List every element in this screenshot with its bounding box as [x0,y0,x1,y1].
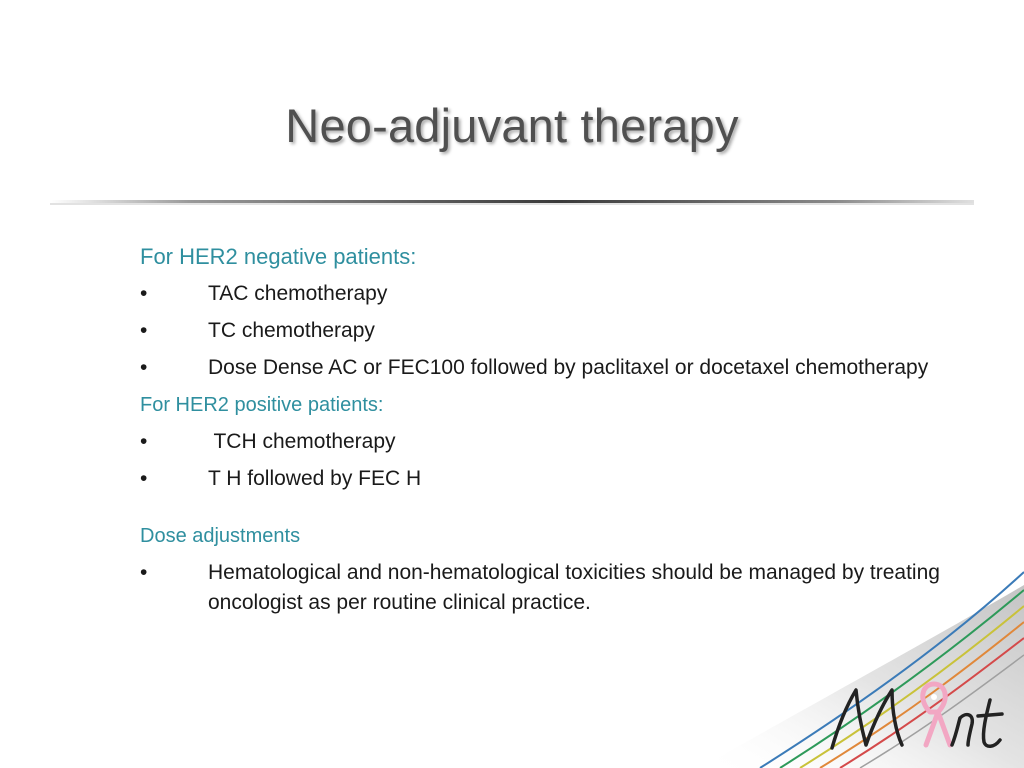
bullet: • [140,430,148,453]
pink-ribbon-icon [923,684,950,745]
bullet: • [140,356,148,379]
list-item-text: TAC chemotherapy [208,282,388,305]
list-item-text: T H followed by FEC H [208,467,422,490]
bullet: • [140,561,148,584]
list-item-text: Hematological and non-hematological toxicities should be managed by treating oncologist as per routine clinical practice. [208,561,940,614]
section-heading-her2-negative: For HER2 negative patients: [140,244,417,269]
section-heading-dose-adjustments: Dose adjustments [140,525,301,547]
slide-title: Neo-adjuvant therapy [285,99,739,152]
section-heading-her2-positive: For HER2 positive patients: [140,394,384,416]
bullet: • [140,467,148,490]
list-item-text: TC chemotherapy [208,319,375,342]
list-item-text: TCH chemotherapy [208,430,396,453]
list-item-text: Dose Dense AC or FEC100 followed by paclitaxel or docetaxel chemotherapy [208,356,929,379]
bullet: • [140,319,148,342]
bullet: • [140,282,148,305]
